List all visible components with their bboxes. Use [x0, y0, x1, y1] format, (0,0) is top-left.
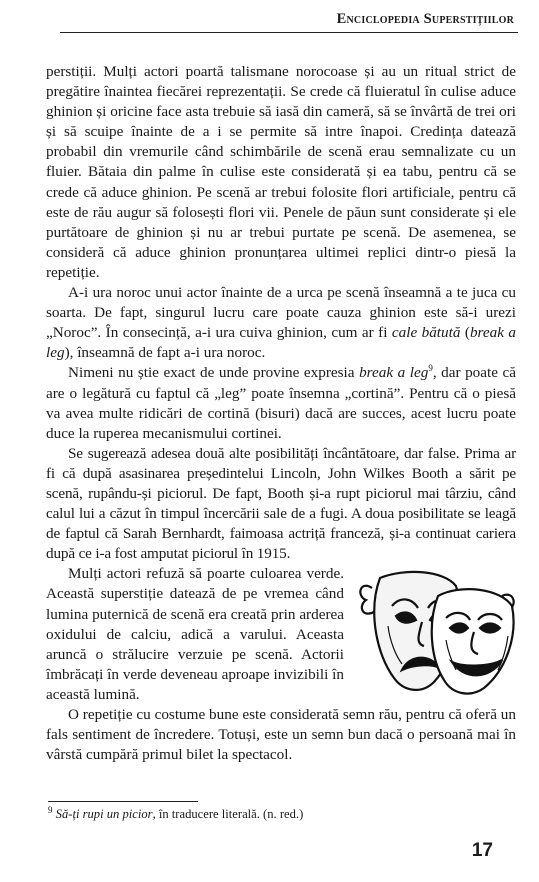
running-header — [60, 10, 518, 33]
paragraph-3 — [46, 363, 516, 443]
paragraph-3-italic: break a leg — [359, 364, 429, 382]
page-number: 17 — [471, 840, 493, 861]
page-body — [46, 62, 516, 765]
paragraph-3-text-a: Nimeni nu știe exact de unde provine expresia — [68, 364, 360, 382]
paragraph-1: perstiții. Mulți actori poartă talismane norocoase și au un ritual strict de pregătire înaintea fiecărei reprezentații. Se crede că fluieratul în culise aduce ghinion și oricine face asta trebuie să iasă din cameră, să se învârtă de trei ori și să scuipe înainte de a i se permite să intre înapoi. Credința datează probabil din vremurile când schimbările de scenă erau semnalizate cu un fluier. Bătaia din palme în culise este considerată și ea tabu, pentru că se crede că aduce ghinion. Pe scenă ar trebui folosite flori artificiale, pentru că este de rău augur să folosești flori vii. Penele de păun sunt considerate și ele purtătoare de ghinion și nu ar trebui purtate pe scenă. De asemenea, se consideră că aduce ghinion pronunțarea ultimei replici dintr-o piesă la repetiție. — [46, 63, 516, 281]
paragraph-2-text-a: A-i ura noroc unui actor înainte de a urca pe scenă înseamnă a te juca cu soarta. De fapt, singurul lucru care poate cauza ghinion este să-i urezi „Noroc”. În consecință, a-i ura cuiva ghinion, cum ar fi — [46, 284, 516, 342]
footnote-text: , în traducere literală. (n. red.) — [152, 807, 304, 821]
footnote — [48, 806, 508, 822]
paragraph-4: Se sugerează adesea două alte posibilități încântătoare, dar false. Prima ar fi că după asasinarea președintelui Lincoln, John Wilkes Booth a sărit pe scenă, rupându-și piciorul. De fapt, Booth și-a rupt piciorul mai târziu, când calul lui a căzut în timpul încercării sale de a fugi. A doua posibilitate se leagă de faptul că Sarah Bernhardt, faimoasa actriță franceză, și-a continuat cariera după ce i-a fost amputat piciorul în 1915. — [46, 444, 516, 563]
header-title: Enciclopedia Superstițiilor — [336, 11, 514, 27]
paragraph-2 — [46, 283, 516, 363]
footnote-italic: Să-ți rupi un picior — [55, 807, 153, 821]
paragraph-5-text: Mulți actori refuză să poarte culoarea verde. Această superstiție datează de pe vremea când lumina puternică de scenă era creată prin arderea oxidului de calciu, adică a varului. Aceasta aruncă o strălucire verzuie pe scenă. Actorii îmbrăcați în verde deveneau aproape invizibili în această lumină. — [46, 565, 344, 703]
footnote-reference: 9 — [428, 363, 433, 374]
theater-masks-icon — [352, 566, 520, 698]
footnote-mark: 9 — [48, 804, 53, 815]
paragraph-2-italic-1: cale bătută — [391, 324, 461, 342]
paragraph-2-text-b: ( — [460, 324, 470, 342]
paragraph-2-text-c: ), înseamnă de fapt a-i ura noroc. — [64, 344, 266, 362]
footnote-divider — [48, 801, 198, 802]
paragraph-5 — [46, 564, 516, 705]
paragraph-6: O repetiție cu costume bune este considerată semn rău, pentru că oferă un fals sentiment de încredere. Totuși, este un semn bun dacă o persoană mai în vârstă cumpără primul bilet la spectacol. — [46, 706, 516, 764]
paragraph-2-italic-2: break a leg — [46, 324, 516, 362]
paragraph-3-text-b: , dar poate că are o legătură cu faptul că „leg” poate însemna „cortină”. Pentru că o piesă va avea multe ridicări de cortină (bisuri) dacă are succes, acest lucru poate duce la ruperea mecanismului cortinei. — [46, 364, 516, 442]
